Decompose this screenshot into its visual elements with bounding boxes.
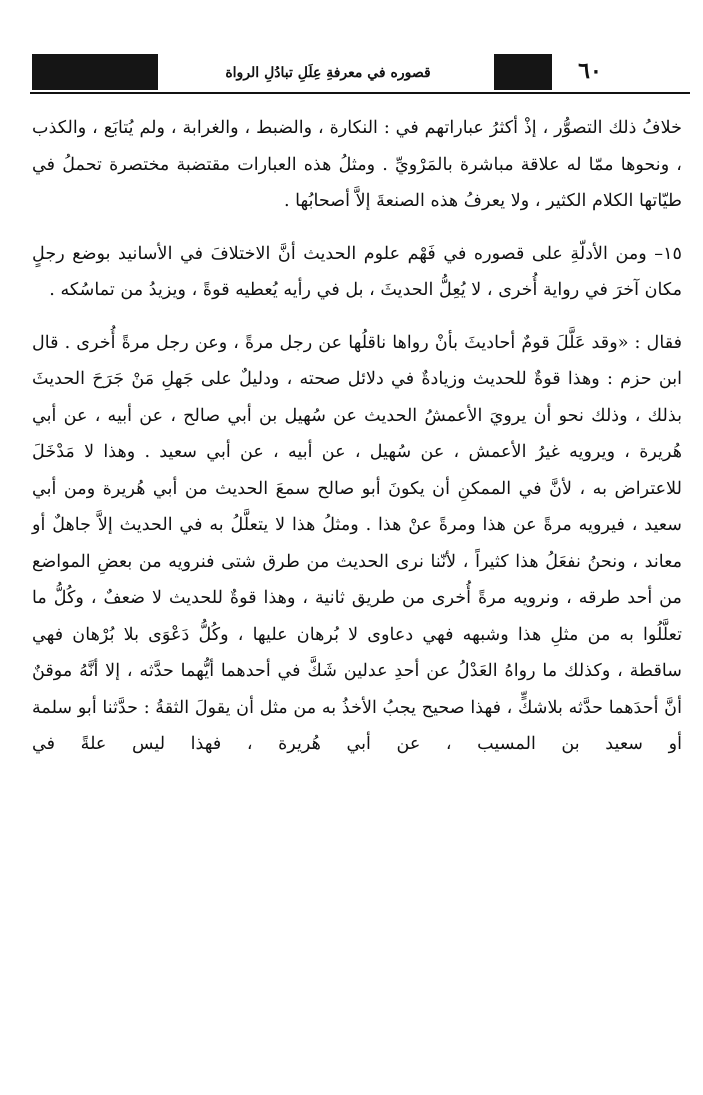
- header-black-block-right: [494, 54, 552, 90]
- paragraph-1: خلافُ ذلك التصوُّر ، إذْ أكثرُ عباراتهم في : النكارة ، والضبط ، والغرابة ، ولم يُتابَع ، والكذب ، ونحوها ممّا له علاقة مباشرة بالمَرْويِّ . ومثلُ هذه العبارات مقتضبة مختصرة تحملُ في طيّاتها الكلام الكثير ، ولا يعرفُ هذه الصنعةَ إلاَّ أصحابُها .: [32, 118, 682, 211]
- running-title: قصوره في معرفةِ عِلَلِ تبادُلِ الرواة: [225, 65, 431, 81]
- page-body: [32, 110, 682, 779]
- header-rule: [30, 92, 690, 94]
- paragraph-3: فقال : «وقد عَلَّلَ قومٌ أحاديثَ بأنْ رواها ناقلُها عن رجل مرةً ، وعن رجل مرةً أُخرى . قال ابن حزم : وهذا قوةٌ للحديث وزيادةٌ في دلائل صحته ، ودليلٌ على جَهلِ مَنْ جَرَحَ الحديثَ بذلك ، وذلك نحو أن يرويَ الأعمشُ الحديث عن سُهيل بن أبي صالح ، عن أبيه ، عن أبي هُريرة ، ويرويه غيرُ الأعمش ، عن سُهيل ، عن أبيه ، عن أبي سعيد . وهذا لا مَدْخَلَ للاعتراض به ، لأنَّ في الممكنِ أن يكونَ أبو صالح سمعَ الحديث من أبي هُريرة ومن أبي سعيد ، فيرويه مرةً عن هذا ومرةً عنْ هذا . ومثلُ هذا لا يتعلَّلُ به في الحديث إلاَّ جاهلٌ أو معاند ، ونحنُ نفعَلُ هذا كثيراً ، لأنّنا نرى الحديث من طرق شتى فنرويه من بعضِ المواضع من أحد طرقه ، ونرويه مرةً أُخرى من طريق ثانية ، وهذا قوةٌ للحديث لا ضعفٌ ، وكُلُّ ما تعلَّلُوا به من مثلِ هذا وشبهه فهي دعاوى لا بُرهان عليها ، وكُلُّ دَعْوَى بلا بُرْهان فهي ساقطة ، وكذلك ما رواهُ العَدْلُ عن أحدِ عدلين شَكَّ في أحدهما أيُّهما حدَّثه ، إلا أنَّهُ موقنٌ أنَّ أحدَهما حدَّثه بلاشكٍّ ، فهذا صحيح يجبُ الأخذُ به من مثل أن يقولَ الثقةُ : حدَّثنا أبو سلمة أو سعيد بن المسيب ، عن أبي هُريرة ، فهذا ليس علةً في: [32, 332, 682, 754]
- paragraph-2: ١٥– ومن الأدلّةِ على قصوره في فَهْم علوم الحديث أنَّ الاختلافَ في الأسانيد بوضع رجلٍ مكان آخرَ في رواية أُخرى ، لا يُعِلُّ الحديثَ ، بل في رأيه يُعطيه قوةً ، ويزيدُ من تماسُكه .: [32, 243, 682, 300]
- page-header: [30, 52, 690, 94]
- page-number: ٦٠: [578, 58, 602, 84]
- header-black-block-left: [32, 54, 158, 90]
